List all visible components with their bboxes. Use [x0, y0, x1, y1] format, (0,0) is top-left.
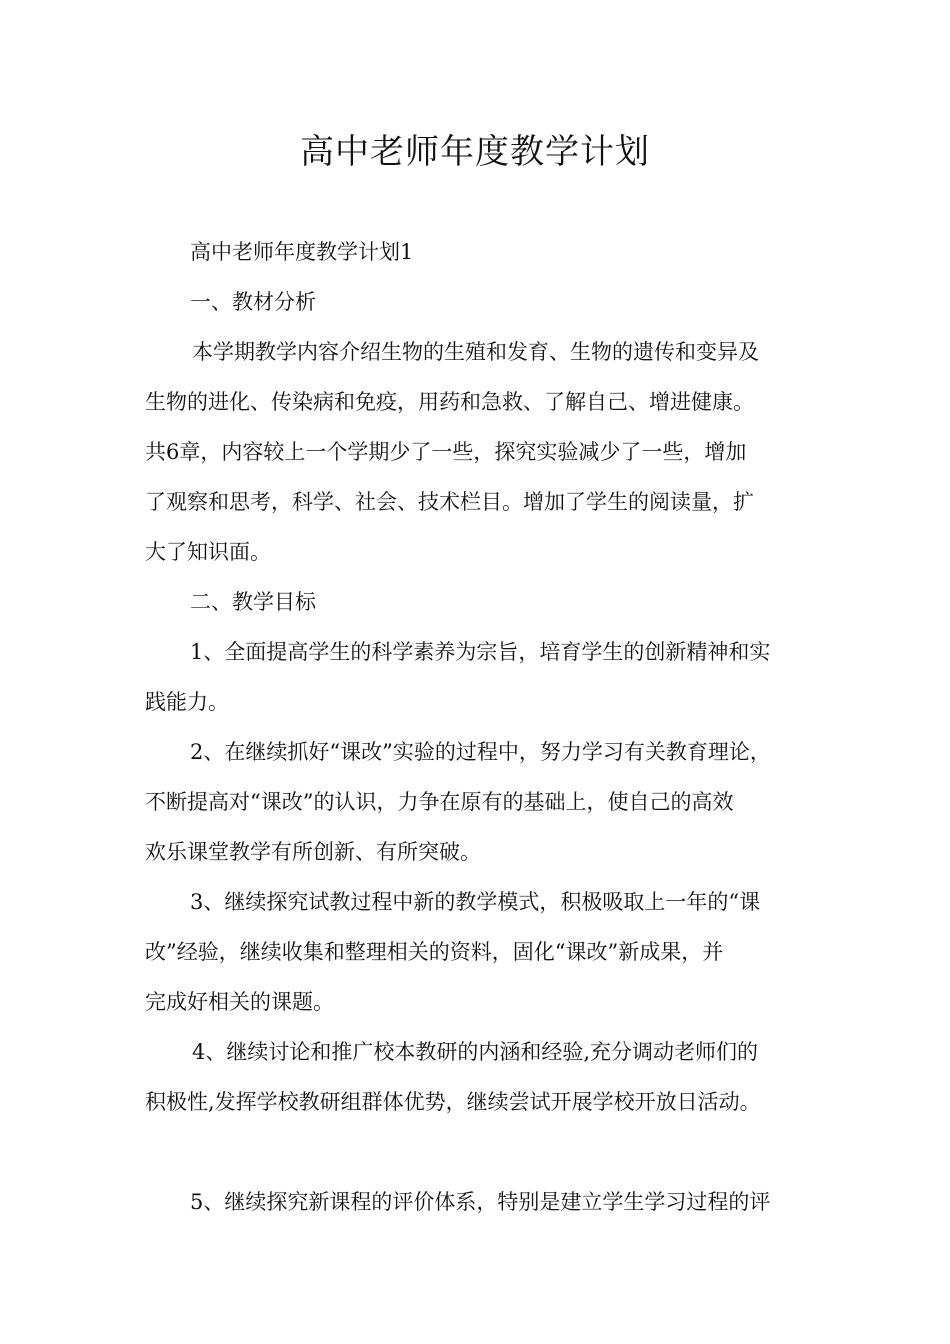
paragraph-line: 大了知识面。	[145, 540, 271, 564]
paragraph-line: 1、全面提高学生的科学素养为宗旨，培育学生的创新精神和实	[190, 640, 771, 664]
section-heading-teaching-goals: 二、教学目标	[190, 590, 316, 614]
section-heading-plan-1: 高中老师年度教学计划1	[190, 240, 414, 264]
paragraph-line: 践能力。	[145, 690, 229, 714]
document-title: 高中老师年度教学计划	[300, 132, 650, 172]
paragraph-line: 完成好相关的课题。	[145, 990, 334, 1014]
paragraph-line: 2、在继续抓好“课改”实验的过程中，努力学习有关教育理论，	[190, 740, 771, 764]
paragraph-line: 共6章，内容较上一个学期少了一些，探究实验减少了一些，增加	[145, 440, 747, 464]
paragraph-line: 5、继续探究新课程的评价体系，特别是建立学生学习过程的评	[190, 1190, 771, 1214]
paragraph-line: 改”经验，继续收集和整理相关的资料，固化“课改”新成果，并	[145, 940, 724, 964]
paragraph-line: 4、继续讨论和推广校本教研的内涵和经验,充分调动老师们的	[192, 1040, 759, 1064]
paragraph-line: 3、继续探究试教过程中新的教学模式，积极吸取上一年的“课	[190, 890, 761, 914]
paragraph-line: 了观察和思考，科学、社会、技术栏目。增加了学生的阅读量，扩	[145, 490, 754, 514]
paragraph-line: 本学期教学内容介绍生物的生殖和发育、生物的遗传和变异及	[192, 340, 759, 364]
section-heading-material-analysis: 一、教材分析	[190, 290, 316, 314]
paragraph-line: 积极性,发挥学校教研组群体优势，继续尝试开展学校开放日活动。	[145, 1090, 761, 1114]
paragraph-line: 不断提高对“课改”的认识，力争在原有的基础上，使自己的高效	[145, 790, 734, 814]
paragraph-line: 生物的进化、传染病和免疫，用药和急救、了解自己、增进健康。	[145, 390, 754, 414]
paragraph-line: 欢乐课堂教学有所创新、有所突破。	[145, 840, 481, 864]
